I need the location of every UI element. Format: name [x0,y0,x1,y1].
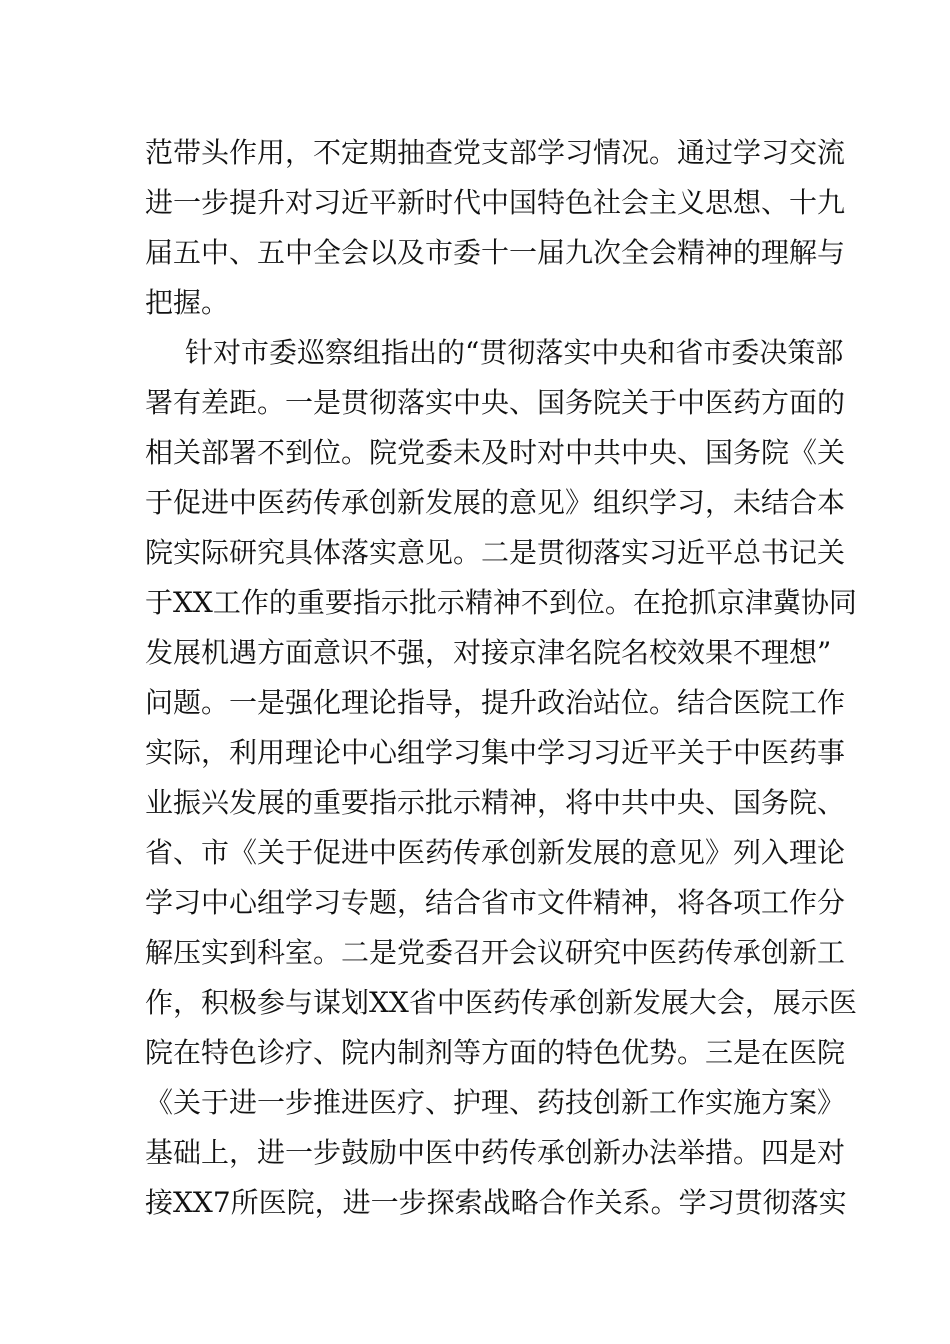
text-line: 解压实到科室。二是党委召开会议研究中医药传承创新工 [145,936,846,969]
text-line: 学习中心组学习专题，结合省市文件精神，将各项工作分 [145,886,846,919]
paragraph-first-line: 针对市委巡察组指出的“贯彻落实中央和省市委决策部 [185,336,844,369]
text-line: 《关于进一步推进医疗、护理、药技创新工作实施方案》 [145,1086,846,1119]
text-line: 实际，利用理论中心组学习集中学习习近平关于中医药事 [145,736,846,769]
text-line: 问题。一是强化理论指导，提升政治站位。结合医院工作 [145,686,846,719]
text-line: 范带头作用，不定期抽查党支部学习情况。通过学习交流 [145,136,846,169]
text-line: 接XX7所医院，进一步探索战略合作关系。学习贯彻落实 [145,1186,847,1219]
text-line: 于促进中医药传承创新发展的意见》组织学习，未结合本 [145,486,846,519]
text-line: 作，积极参与谋划XX省中医药传承创新发展大会，展示医 [145,986,857,1019]
text-line: 业振兴发展的重要指示批示精神，将中共中央、国务院、 [145,786,846,819]
text-line: 基础上，进一步鼓励中医中药传承创新办法举措。四是对 [145,1136,846,1169]
text-line: 院在特色诊疗、院内制剂等方面的特色优势。三是在医院 [145,1036,846,1069]
text-line: 院实际研究具体落实意见。二是贯彻落实习近平总书记关 [145,536,846,569]
text-line: 发展机遇方面意识不强，对接京津名院名校效果不理想” [145,636,832,669]
text-line: 相关部署不到位。院党委未及时对中共中央、国务院《关 [145,436,846,469]
text-line: 省、市《关于促进中医药传承创新发展的意见》列入理论 [145,836,846,869]
text-line: 进一步提升对习近平新时代中国特色社会主义思想、十九 [145,186,846,219]
text-line: 署有差距。一是贯彻落实中央、国务院关于中医药方面的 [145,386,846,419]
text-line: 把握。 [145,286,230,319]
text-line: 于XX工作的重要指示批示精神不到位。在抢抓京津冀协同 [145,586,857,619]
text-line: 届五中、五中全会以及市委十一届九次全会精神的理解与 [145,236,846,269]
